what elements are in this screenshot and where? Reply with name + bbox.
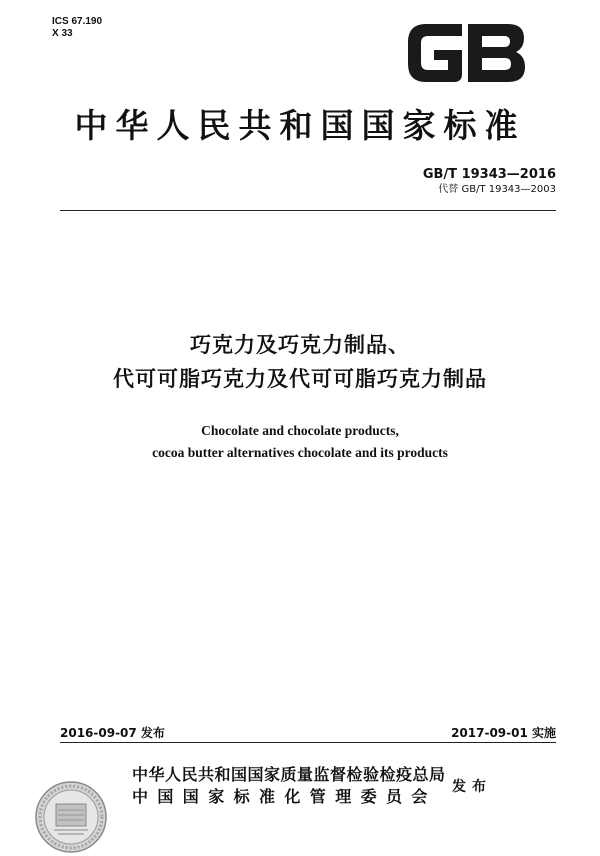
english-title-line2: cocoa butter alternatives chocolate and its products: [152, 445, 448, 460]
chinese-title-line1: 巧克力及巧克力制品、: [190, 333, 410, 357]
ics-code: ICS 67.190: [52, 16, 103, 27]
bottom-divider: [60, 742, 556, 743]
gb-logo: [404, 20, 528, 86]
replaces-note: 代替 GB/T 19343—2003: [438, 184, 556, 195]
chinese-title: [0, 328, 600, 396]
english-title: [0, 420, 600, 464]
anti-counterfeit-seal-icon: [34, 780, 108, 854]
class-code: X 33: [52, 28, 73, 39]
issuer-aqsiq: 中华人民共和国国家质量监督检验检疫总局: [132, 765, 446, 784]
classification-codes: [52, 16, 102, 40]
standard-type-heading: 中华人民共和国国家标准: [74, 106, 526, 145]
standard-number-block: [423, 167, 556, 196]
issuer-sac: 中国国家标准化管理委员会: [132, 787, 437, 806]
chinese-title-line2: 代可可脂巧克力及代可可脂巧克力制品: [113, 367, 487, 391]
issuing-authorities: [132, 764, 446, 808]
issue-date: 2016-09-07 发布: [60, 726, 165, 740]
publish-label: 发布: [452, 779, 492, 795]
top-divider: [60, 210, 556, 211]
implementation-date: 2017-09-01 实施: [451, 726, 556, 740]
english-title-line1: Chocolate and chocolate products,: [201, 423, 399, 438]
gb-number: GB/T 19343—2016: [422, 167, 556, 182]
